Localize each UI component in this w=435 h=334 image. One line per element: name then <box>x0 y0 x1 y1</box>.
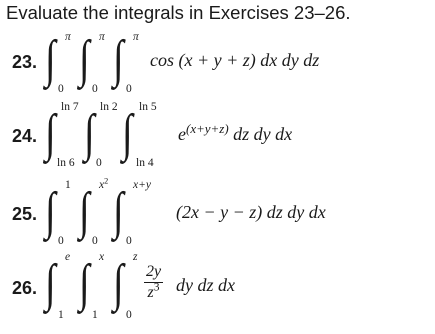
integral-sign: ∫ <box>79 31 90 88</box>
integral-sign: ∫ <box>45 31 56 88</box>
integral-sign: ∫ <box>84 105 95 162</box>
exercise-number: 23. <box>12 52 38 72</box>
exercise-number: 24. <box>12 126 38 146</box>
upper-limit: $x^2$ <box>99 176 109 191</box>
upper-limit: x <box>99 251 105 263</box>
integral-sign: ∫ <box>45 255 56 312</box>
integral-sign: ∫ <box>79 183 90 240</box>
lower-limit: ln 6 <box>57 157 75 169</box>
upper-limit: ln 7 <box>61 101 79 113</box>
upper-limit: e <box>65 251 71 263</box>
upper-limit: z <box>133 251 138 263</box>
exercise-25 <box>0 178 435 248</box>
integral-sign: ∫ <box>79 255 90 312</box>
lower-limit: 0 <box>126 83 132 95</box>
upper-limit: ln 5 <box>139 101 157 113</box>
upper-limit: π <box>133 31 139 43</box>
differentials: dy dz dx <box>176 275 235 295</box>
upper-limit: π <box>99 31 105 43</box>
integral-sign: ∫ <box>45 183 56 240</box>
lower-limit: 0 <box>58 83 64 95</box>
lower-limit: 0 <box>96 157 102 169</box>
exercise-number: 26. <box>12 278 38 298</box>
lower-limit: 1 <box>58 309 64 321</box>
exercise-26 <box>0 250 435 330</box>
upper-limit: x+y <box>133 179 151 191</box>
exercise-number: 25. <box>12 204 38 224</box>
integrand <box>178 120 293 145</box>
integral-sign: ∫ <box>113 183 124 240</box>
upper-limit: 1 <box>65 179 71 191</box>
numerator: 2y <box>146 263 162 280</box>
upper-limit: ln 2 <box>100 101 118 113</box>
exponent: (x+y+z) <box>186 120 229 136</box>
exercise-24 <box>0 102 435 172</box>
lower-limit: ln 4 <box>136 157 154 169</box>
denominator: $z^3$ <box>147 281 160 301</box>
page-title: Evaluate the integrals in Exercises 23–26. <box>6 2 351 23</box>
lower-limit: 1 <box>92 309 98 321</box>
integral-sign: ∫ <box>122 105 133 162</box>
integrand-fraction <box>144 264 163 301</box>
lower-limit: 0 <box>92 83 98 95</box>
lower-limit: 0 <box>92 235 98 247</box>
integral-sign: ∫ <box>113 31 124 88</box>
lower-limit: 0 <box>58 235 64 247</box>
integral-sign: ∫ <box>113 255 124 312</box>
integrand: (2x − y − z) dz dy dx <box>176 202 326 222</box>
integral-sign: ∫ <box>45 105 56 162</box>
lower-limit: 0 <box>126 235 132 247</box>
integrand: cos (x + y + z) dx dy dz <box>150 50 320 70</box>
differentials: dz dy dx <box>233 124 293 144</box>
exercise-23 <box>0 30 435 100</box>
lower-limit: 0 <box>126 309 132 321</box>
upper-limit: π <box>65 31 71 43</box>
exponential-base: e <box>178 124 186 144</box>
